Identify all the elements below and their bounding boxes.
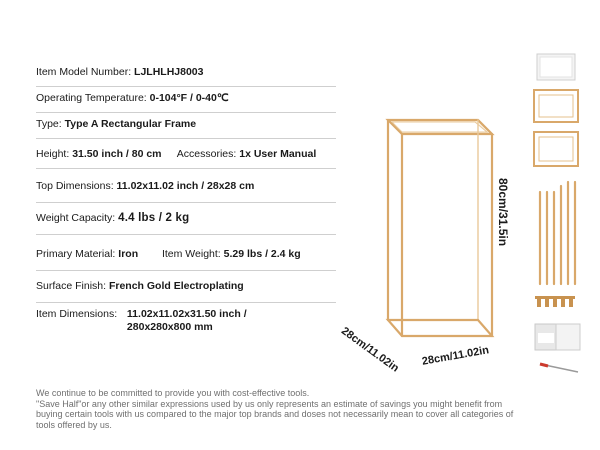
- spec-value: 11.02x11.02 inch / 28x28 cm: [116, 180, 255, 192]
- spec-value: 31.50 inch / 80 cm: [72, 148, 162, 160]
- accessory-frame-bottom: [534, 132, 578, 166]
- spec-value: 5.29 lbs / 2.4 kg: [223, 248, 301, 260]
- spec-key: Height:: [36, 148, 70, 160]
- spec-value: Type A Rectangular Frame: [64, 118, 197, 130]
- accessory-tool: [540, 364, 578, 372]
- spec-value: 0-104°F / 0-40℃: [149, 92, 229, 104]
- footer-line: We continue to be committed to provide you with cost-effective tools.: [36, 388, 310, 398]
- spec-value: French Gold Electroplating: [108, 280, 244, 292]
- spec-key: Operating Temperature:: [36, 92, 147, 104]
- accessory-rods: [540, 182, 575, 284]
- spec-value: LJLHLHJ8003: [134, 66, 204, 78]
- accessory-top-glass: [537, 54, 575, 80]
- spec-key: Type:: [36, 118, 62, 130]
- footer-line: "Save Half"or any other similar expressions used by us only represents an estimate of savings you might benefit from: [36, 398, 503, 409]
- spec-value: 4.4 lbs / 2 kg: [118, 212, 190, 224]
- spec-key: Surface Finish:: [36, 280, 107, 292]
- depth-dimension-label: 28cm/11.02in: [338, 325, 401, 375]
- spec-value: 1x User Manual: [239, 148, 317, 160]
- disclaimer-footer: [36, 388, 596, 430]
- accessory-frame-top: [534, 90, 578, 122]
- spec-value: Iron: [118, 248, 139, 260]
- spec-value-line1: 11.02x11.02x31.50 inch /: [126, 308, 247, 320]
- spec-key: Item Model Number:: [36, 66, 132, 78]
- footer-line: tools offered by us.: [36, 419, 112, 430]
- footer-line: buying certain tools with us compared to the major top brands and doses not necessarily mean to cover all categories of: [36, 409, 514, 419]
- height-dimension-label: 80cm/31.5in: [496, 178, 510, 247]
- spec-key: Top Dimensions:: [36, 180, 114, 192]
- spec-key: Item Dimensions:: [36, 308, 118, 320]
- spec-key: Item Weight:: [161, 248, 221, 260]
- spec-key: Accessories:: [176, 148, 237, 160]
- spec-value-line2: 280x280x800 mm: [126, 321, 213, 333]
- spec-key: Primary Material:: [36, 248, 116, 260]
- frame-stand-diagram: [388, 120, 492, 336]
- accessory-manual-pack: [535, 324, 580, 350]
- width-dimension-label: 28cm/11.02in: [421, 344, 490, 368]
- spec-key: Weight Capacity:: [36, 212, 116, 224]
- accessory-screws: [535, 296, 575, 307]
